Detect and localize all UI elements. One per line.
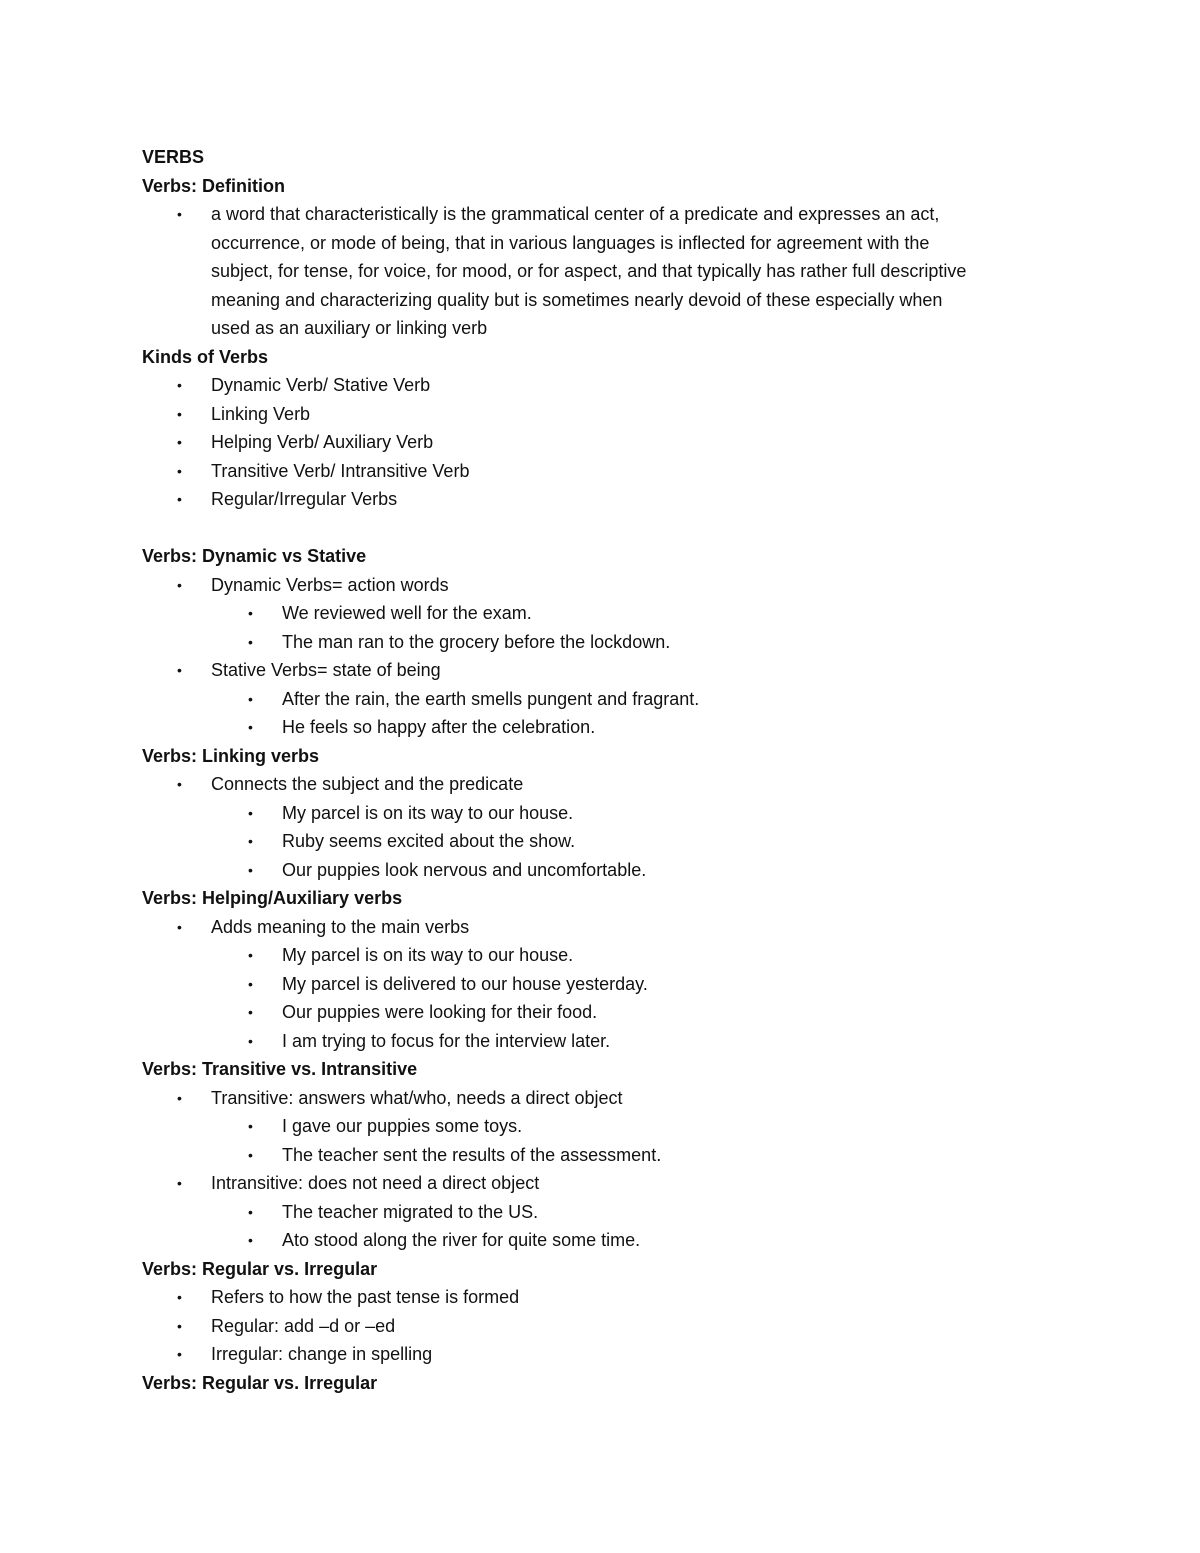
list-item-text: Connects the subject and the predicate xyxy=(211,774,524,794)
definition-line: used as an auxiliary or linking verb xyxy=(211,318,488,338)
example-text: The teacher migrated to the US. xyxy=(282,1201,539,1222)
blank-line xyxy=(142,514,1072,543)
section-heading-kinds: Kinds of Verbs xyxy=(142,346,269,367)
bullet-icon: • xyxy=(177,1317,182,1334)
example-item xyxy=(142,685,1072,714)
bullet-icon: • xyxy=(177,491,182,507)
list-item-text: Linking Verb xyxy=(211,403,311,424)
bullet-icon: • xyxy=(177,462,182,479)
example-text: Ruby seems excited about the show. xyxy=(282,831,576,851)
definition-line: occurrence, or mode of being, that in various languages is inflected for agreement with the xyxy=(211,232,930,253)
example-item xyxy=(142,799,1072,828)
list-item xyxy=(142,1340,1072,1369)
bullet-icon: • xyxy=(177,662,182,678)
example-text: The man ran to the grocery before the lockdown. xyxy=(282,631,671,652)
example-text: He feels so happy after the celebration. xyxy=(282,717,596,737)
list-item xyxy=(142,400,1072,429)
example-text: We reviewed well for the exam. xyxy=(282,603,532,623)
bullet-icon: • xyxy=(177,377,182,393)
list-item xyxy=(142,1084,1072,1113)
bullet-icon: • xyxy=(248,861,253,878)
example-item xyxy=(142,599,1072,628)
list-item-text: Refers to how the past tense is formed xyxy=(211,1287,520,1307)
bullet-icon: • xyxy=(177,1089,182,1106)
list-item-text: Regular/Irregular Verbs xyxy=(211,489,398,509)
section-heading-helping: Verbs: Helping/Auxiliary verbs xyxy=(142,888,403,908)
example-item xyxy=(142,998,1072,1027)
list-item xyxy=(142,770,1072,799)
example-text: I gave our puppies some toys. xyxy=(282,1116,523,1136)
list-item xyxy=(142,1283,1072,1312)
bullet-icon: • xyxy=(248,1118,253,1134)
bullet-icon: • xyxy=(248,1203,253,1220)
list-item-text: Regular: add –d or –ed xyxy=(211,1315,396,1336)
bullet-icon: • xyxy=(177,776,182,792)
bullet-icon: • xyxy=(248,1146,253,1163)
list-item xyxy=(142,1312,1072,1341)
bullet-icon: • xyxy=(248,1232,253,1248)
example-item xyxy=(142,628,1072,657)
example-text: I am trying to focus for the interview later. xyxy=(282,1030,611,1051)
section-heading-transitive: Verbs: Transitive vs. Intransitive xyxy=(142,1059,418,1079)
list-item-text: Transitive: answers what/who, needs a direct object xyxy=(211,1087,623,1108)
example-text: After the rain, the earth smells pungent and fragrant. xyxy=(282,688,700,709)
example-item xyxy=(142,1226,1072,1255)
example-text: My parcel is delivered to our house yesterday. xyxy=(282,973,648,994)
definition-line: meaning and characterizing quality but is sometimes nearly devoid of these especially when xyxy=(211,289,943,310)
example-item xyxy=(142,1198,1072,1227)
section-heading-regular-repeat: Verbs: Regular vs. Irregular xyxy=(142,1372,378,1393)
bullet-icon: • xyxy=(248,633,253,650)
list-item xyxy=(142,1169,1072,1198)
bullet-icon: • xyxy=(177,206,182,222)
list-item xyxy=(142,371,1072,400)
list-item-text: Dynamic Verbs= action words xyxy=(211,574,449,595)
example-item xyxy=(142,827,1072,856)
bullet-icon: • xyxy=(177,576,182,593)
list-item-text: Transitive Verb/ Intransitive Verb xyxy=(211,460,470,481)
bullet-icon: • xyxy=(177,1346,182,1362)
definition-item xyxy=(142,200,1072,343)
bullet-icon: • xyxy=(177,434,182,450)
list-item-text: Stative Verbs= state of being xyxy=(211,660,441,680)
example-text: My parcel is on its way to our house. xyxy=(282,802,574,823)
example-item xyxy=(142,941,1072,970)
example-text: Our puppies look nervous and uncomfortable. xyxy=(282,859,647,880)
list-item xyxy=(142,656,1072,685)
bullet-icon: • xyxy=(177,1289,182,1305)
list-item-text: Irregular: change in spelling xyxy=(211,1344,433,1364)
example-item xyxy=(142,856,1072,885)
list-item-text: Intransitive: does not need a direct object xyxy=(211,1173,540,1193)
bullet-icon: • xyxy=(248,690,253,707)
bullet-icon: • xyxy=(248,1032,253,1049)
bullet-icon: • xyxy=(248,833,253,849)
definition-line: a word that characteristically is the grammatical center of a predicate and expresses an act, xyxy=(211,204,940,224)
definition-line: subject, for tense, for voice, for mood, or for aspect, and that typically has rather full descriptive xyxy=(211,261,967,281)
example-item xyxy=(142,1141,1072,1170)
section-heading-dynamic-stative: Verbs: Dynamic vs Stative xyxy=(142,546,367,566)
section-heading-linking: Verbs: Linking verbs xyxy=(142,745,320,766)
document-title: VERBS xyxy=(142,147,205,167)
bullet-icon: • xyxy=(248,804,253,821)
example-item xyxy=(142,1112,1072,1141)
list-item xyxy=(142,913,1072,942)
bullet-icon: • xyxy=(248,947,253,963)
bullet-icon: • xyxy=(248,605,253,621)
list-item xyxy=(142,485,1072,514)
list-item xyxy=(142,571,1072,600)
list-item xyxy=(142,457,1072,486)
section-heading-definition: Verbs: Definition xyxy=(142,175,286,196)
list-item-text: Helping Verb/ Auxiliary Verb xyxy=(211,432,434,452)
example-text: The teacher sent the results of the assessment. xyxy=(282,1144,662,1165)
bullet-icon: • xyxy=(177,405,182,422)
bullet-icon: • xyxy=(177,1175,182,1191)
section-heading-regular: Verbs: Regular vs. Irregular xyxy=(142,1258,378,1279)
bullet-icon: • xyxy=(248,1004,253,1020)
list-item-text: Adds meaning to the main verbs xyxy=(211,916,470,937)
example-text: Ato stood along the river for quite some time. xyxy=(282,1230,641,1250)
example-item xyxy=(142,970,1072,999)
list-item-text: Dynamic Verb/ Stative Verb xyxy=(211,375,431,395)
example-item xyxy=(142,713,1072,742)
example-text: My parcel is on its way to our house. xyxy=(282,945,574,965)
bullet-icon: • xyxy=(248,719,253,735)
example-text: Our puppies were looking for their food. xyxy=(282,1002,598,1022)
bullet-icon: • xyxy=(248,975,253,992)
document-page xyxy=(142,143,1072,1397)
list-item xyxy=(142,428,1072,457)
example-item xyxy=(142,1027,1072,1056)
bullet-icon: • xyxy=(177,918,182,935)
